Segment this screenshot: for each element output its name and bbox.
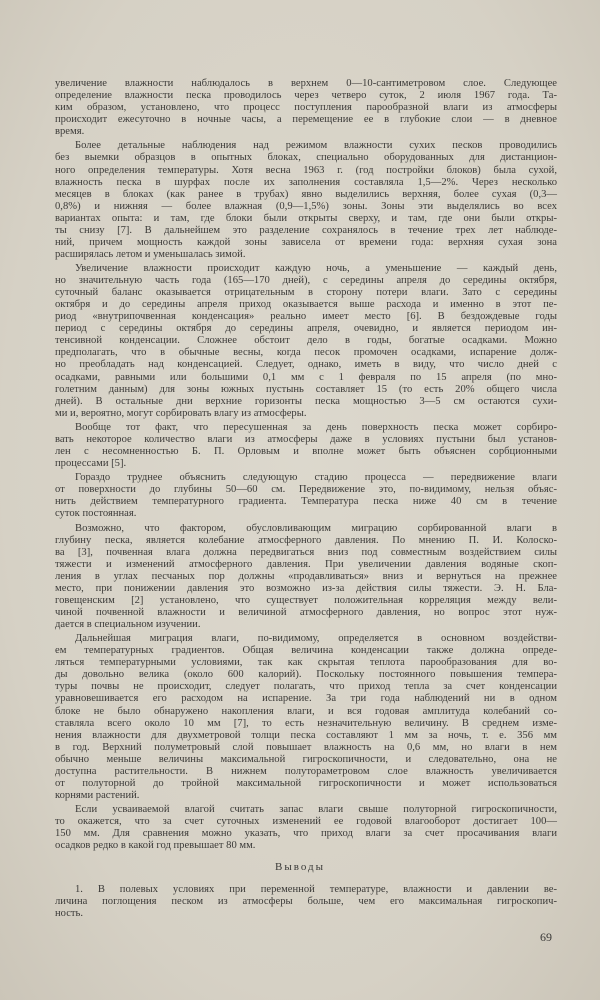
text-line: суточный баланс оказывается отрицательным в сторону потери влаги. Зато с середины — [55, 287, 557, 299]
text-line: время. — [55, 126, 85, 138]
text-line: Дальнейшая миграция влаги, по-видимому, определяется в основном воздействи- — [75, 633, 557, 645]
text-line: чиной почвенной влажности и величиной атмосферного давления, но вопрос этот нуж- — [55, 606, 557, 618]
text-line: вать некоторое количество влаги из атмосферы даже в условиях пустыни был установ- — [55, 433, 557, 445]
text-line: осадков редко в какой год превышает 80 мм. — [55, 840, 256, 852]
text-line: говещенским [2] установлено, что существует положительная корреляция между вели- — [55, 594, 557, 606]
text-line: в год. Верхний полуметровый слой повышает влажность на 0,6 мм, но влаги в нем — [55, 741, 557, 753]
text-line: дается в специальном изучении. — [55, 619, 201, 630]
paragraph — [55, 422, 557, 470]
text-line: ного определения температуры. Хотя весна 1963 г. (год постройки блоков) была сухой, — [55, 164, 557, 176]
text-line: 1. В полевых условиях при переменной температуре, влажности и давлении ве- — [75, 884, 557, 895]
paragraph — [55, 523, 557, 631]
text-line: Если усваиваемой влагой считать запас влаги свыше полуторной гигроскопичности, — [75, 804, 557, 816]
text-line: октября и до середины апреля приход оказывается выше расхода и именно в этот пе- — [55, 299, 557, 311]
section-heading-conclusions: Выводы — [274, 861, 326, 873]
paragraph — [55, 263, 557, 420]
text-line: блоке не было обнаружено накопления влаги, и вся годовая амплитуда колебаний со- — [55, 705, 557, 717]
text-line: то окажется, что за счет суточных изменений ее годовой влагооборот достигает 100— — [55, 816, 557, 828]
text-line: осадками, равными или большими 0,1 мм с 1 февраля по 15 апреля (по мно- — [55, 371, 557, 383]
text-line: влажность песка в шурфах после их заполнения составляла 1,5—2%. Через несколько — [55, 176, 557, 188]
text-line: от полуторной до тройной максимальной гигроскопичности и может использоваться — [55, 777, 557, 789]
text-line: ва [3], почвенная влага должна передвигаться вниз под совместным воздействием силы — [55, 546, 557, 558]
text-line: туры почвы не происходит, следует полагать, что приход тепла за счет конденсации — [55, 681, 557, 693]
paragraph — [55, 633, 557, 802]
text-line: дней). В остальные дни верхние горизонты песка мощностью 3—5 см остаются сухи- — [55, 395, 557, 407]
text-line: тяжести и изменений атмосферного давления. При увеличении давления водяные скоп- — [55, 558, 557, 570]
text-line: Гораздо труднее объяснить следующую стадию процесса — передвижение влаги — [75, 472, 557, 484]
text-line: ми и, вероятно, могут сорбировать влагу из атмосферы. — [55, 407, 307, 419]
paragraph — [55, 78, 557, 138]
text-line: ний, причем мощность каждой зоны зависела от времени года: верхняя сухая зона — [55, 236, 557, 248]
text-line: ления в углах песчаных пор должны «продавливаться» вниз и вернуться на прежнее — [55, 570, 557, 582]
text-line: голетним данным) для зоны южных пустынь составляет 15 (то есть 20% общего числа — [55, 383, 557, 395]
text-line: увеличение влажности наблюдалось в верхнем 0—10-сантиметровом слое. Следующее — [55, 78, 557, 89]
text-line: от поверхности до глубины 50—60 см. Передвижение это, по-видимому, нельзя объяс- — [55, 484, 557, 496]
conclusions-text — [55, 884, 557, 922]
text-line: риод «внутрипочвенная конденсация» реально имеет место [6]. В бездождевые годы — [55, 311, 557, 323]
page-number: 69 — [540, 930, 552, 944]
text-line: нения влажности для двухметровой толщи песка составляют 1 мм за ночь, т. е. 356 мм — [55, 729, 557, 741]
text-line: ставляла всего около 10 мм [7], то есть незначительную величину. В среднем изме- — [55, 717, 557, 729]
text-line: процессами [5]. — [55, 458, 127, 470]
paragraph — [55, 884, 557, 920]
text-line: тенсивной конденсации. Сложнее обстоит дело в годы, богатые осадками. Можно — [55, 335, 557, 347]
text-line: определение влажности песка проводилось через четверо суток, 2 июля 1967 года. Та- — [55, 90, 557, 102]
paragraph — [55, 140, 557, 260]
text-line: ды довольно велика (около 600 калорий). Поскольку постоянного повышения темпера- — [55, 669, 557, 681]
text-line: нить действием температурного градиента. Температура песка ниже 40 см в течение — [55, 496, 557, 508]
text-line: но значительную часть года (165—170 дней), с середины апреля до середины октября, — [55, 275, 557, 287]
text-line: Увеличение влажности происходит каждую ночь, а уменьшение — каждый день, — [75, 263, 557, 275]
paragraph — [55, 804, 557, 852]
text-line: ляться температурными условиями, так как скрытая теплота парообразования для во- — [55, 657, 557, 669]
text-line: личина поглощения песком из атмосферы больше, чем его максимальная гигроскопич- — [55, 896, 557, 908]
text-line: предполагать, что в обычные весны, когда песок промочен осадками, испарение долж- — [55, 347, 557, 359]
text-line: уравновешивается его расходом на испарение. За три года наблюдений ни в одном — [55, 693, 557, 705]
text-line: но преобладать над конденсацией. Следует, однако, иметь в виду, что число дней с — [55, 359, 557, 371]
text-line: доступна растительности. В нижнем полутораметровом слое влажность увеличивается — [55, 765, 557, 777]
text-line: обычно меньше величины максимальной гигроскопичности, и следовательно, она не — [55, 753, 557, 765]
paragraph — [55, 472, 557, 520]
text-line: ем температурных градиентов. Общая величина конденсации также должна опреде- — [55, 645, 557, 657]
text-line: без выемки образцов в опытных блоках, специально оборудованных для дистанцион- — [55, 152, 557, 164]
text-line: 0,8%) и нижняя — более влажная (0,9—1,5%) зоны. Зоны эти выделялись во всех — [55, 200, 557, 212]
text-line: ты снизу [7]. В дальнейшем это разделение сохранялось в течение трех лет наблюде- — [55, 224, 557, 236]
text-line: ность. — [55, 908, 84, 920]
text-line: лен с несомненностью Б. П. Орловым и вполне может быть объяснен сорбционными — [55, 445, 557, 457]
text-line: период с середины октября до середины апреля, очевидно, и является периодом ин- — [55, 323, 557, 335]
text-line: Более детальные наблюдения над режимом влажности сухих песков проводились — [75, 140, 557, 152]
text-line: корнями растений. — [55, 789, 140, 801]
text-line: расширялась летом и уменьшалась зимой. — [55, 248, 246, 260]
body-text — [55, 78, 557, 854]
text-line: происходит ежесуточно в ночные часы, а перемещение ее в глубокие слои — в дневное — [55, 114, 557, 126]
text-line: Возможно, что фактором, обусловливающим миграцию сорбированной влаги в — [75, 522, 557, 534]
text-line: место, при понижении давления это возможно из-за действия силы тяжести. Э. Н. Бла- — [55, 582, 557, 594]
text-line: 150 мм. Для сравнения можно указать, что приход влаги за счет просачивания влаги — [55, 828, 557, 840]
text-line: вариантах опыта: и там, где блоки были открыты сверху, и там, где они были откры- — [55, 212, 557, 224]
text-line: суток постоянная. — [55, 508, 137, 520]
text-line: ким образом, установлено, что процесс поступления парообразной влаги из атмосферы — [55, 102, 557, 114]
text-line: месяцев в блоках (как ранее в трубах) явно выделились верхняя, более сухая (0,3— — [55, 188, 557, 200]
text-line: глубину песка, является колебание атмосферного давления. По мнению П. И. Колоско- — [55, 534, 557, 546]
text-line: Вообще тот факт, что пересушенная за день поверхность песка может сорбиро- — [75, 421, 557, 433]
